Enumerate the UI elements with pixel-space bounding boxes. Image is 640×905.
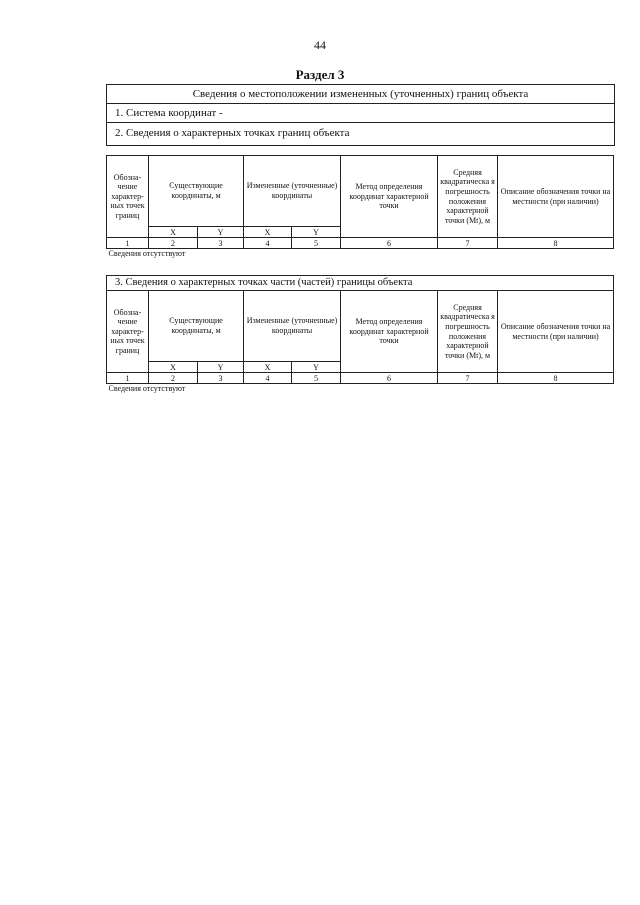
column-number: 2 — [149, 238, 198, 249]
part-points-table — [106, 275, 614, 394]
col-designation-header: Обозна-чение характер-ных точек границ — [107, 291, 149, 373]
column-number: 2 — [149, 373, 198, 384]
changed-y-header: Y — [292, 227, 341, 238]
column-number: 5 — [292, 373, 341, 384]
changed-x-header: X — [244, 362, 292, 373]
part-points-title: 3. Сведения о характерных точках части (частей) границы объекта — [107, 276, 614, 291]
column-number: 7 — [438, 238, 498, 249]
column-number: 3 — [198, 238, 244, 249]
page-number: 44 — [314, 38, 326, 52]
column-number: 4 — [244, 238, 292, 249]
col-method-header: Метод определения координат характерной точки — [341, 291, 438, 373]
changed-x-header: X — [244, 227, 292, 238]
column-number: 5 — [292, 238, 341, 249]
col-description-header: Описание обозначения точки на местности (при наличии) — [498, 156, 614, 238]
no-data-note: Сведения отсутствуют — [107, 384, 614, 394]
column-number: 1 — [107, 373, 149, 384]
existing-x-header: X — [149, 227, 198, 238]
col-accuracy-header: Средняя квадратическа я погрешность положения характерной точки (Mt), м — [438, 156, 498, 238]
changed-y-header: Y — [292, 362, 341, 373]
existing-y-header: Y — [198, 227, 244, 238]
column-numbers-row — [107, 373, 614, 384]
existing-y-header: Y — [198, 362, 244, 373]
column-number: 3 — [198, 373, 244, 384]
col-description-header: Описание обозначения точки на местности (при наличии) — [498, 291, 614, 373]
column-number: 6 — [341, 238, 438, 249]
existing-x-header: X — [149, 362, 198, 373]
section-title: Раздел 3 — [295, 67, 345, 82]
points-table — [106, 155, 614, 259]
info-header-box — [106, 84, 615, 146]
column-number: 6 — [341, 373, 438, 384]
info-header: Сведения о местоположении измененных (уточненных) границ объекта — [107, 85, 614, 104]
col-accuracy-header: Средняя квадратическа я погрешность положения характерной точки (Mt), м — [438, 291, 498, 373]
coord-system-row: 1. Система координат - — [107, 104, 614, 123]
col-method-header: Метод определения координат характерной точки — [341, 156, 438, 238]
column-number: 8 — [498, 373, 614, 384]
col-changed-header: Измененные (уточненные) координаты — [244, 156, 341, 227]
no-data-note: Сведения отсутствуют — [107, 249, 614, 259]
column-number: 4 — [244, 373, 292, 384]
col-existing-header: Существующие координаты, м — [149, 291, 244, 362]
column-number: 1 — [107, 238, 149, 249]
col-existing-header: Существующие координаты, м — [149, 156, 244, 227]
col-changed-header: Измененные (уточненные) координаты — [244, 291, 341, 362]
column-number: 7 — [438, 373, 498, 384]
col-designation-header: Обозна-чение характер-ных точек границ — [107, 156, 149, 238]
points-title-row: 2. Сведения о характерных точках границ объекта — [107, 123, 614, 146]
column-numbers-row — [107, 238, 614, 249]
column-number: 8 — [498, 238, 614, 249]
